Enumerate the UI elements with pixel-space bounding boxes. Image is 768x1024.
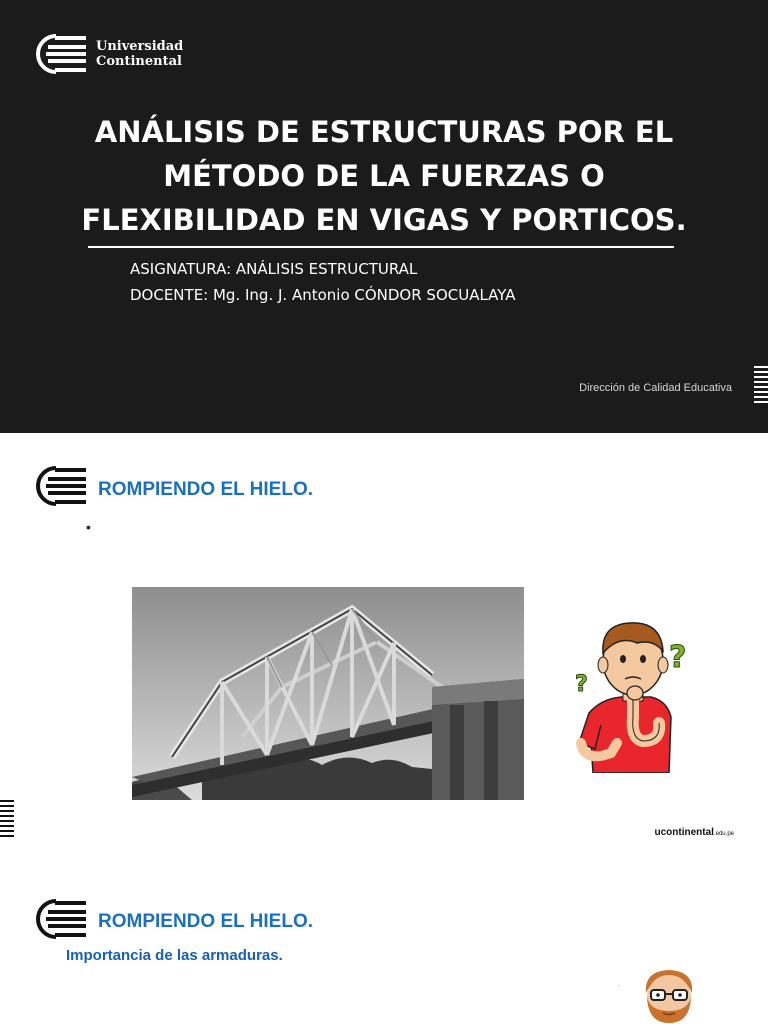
university-logo-small <box>34 466 88 506</box>
continental-logo-icon <box>34 34 88 74</box>
stripe-bars-icon <box>754 366 768 406</box>
university-name-line1: Universidad <box>96 39 184 54</box>
website-suffix: .edu.pe <box>713 831 734 837</box>
thinking-boy-illustration <box>571 613 697 773</box>
stripe-bars-icon <box>0 800 14 840</box>
continental-logo-icon <box>34 899 88 939</box>
slide-title-line1: ANÁLISIS DE ESTRUCTURAS POR EL <box>94 115 674 149</box>
slide-title <box>60 110 708 242</box>
truss-bridge-photo <box>132 587 524 800</box>
university-name-line2: Continental <box>96 54 182 69</box>
university-name <box>96 39 183 69</box>
bullet-point: • <box>86 519 91 535</box>
subject-text: ASIGNATURA: ANÁLISIS ESTRUCTURAL <box>130 260 418 278</box>
title-underline <box>88 246 674 248</box>
slide-title-line3: FLEXIBILIDAD EN VIGAS Y PORTICOS. <box>81 203 687 237</box>
stray-dot: . <box>618 979 621 988</box>
svg-text:?: ? <box>669 640 687 675</box>
university-logo <box>34 34 183 74</box>
teacher-text: DOCENTE: Mg. Ing. J. Antonio CÓNDOR SOCUALAYA <box>130 286 516 304</box>
icebreaker-slide <box>0 433 768 863</box>
title-slide <box>0 0 768 433</box>
importance-slide <box>0 863 768 1024</box>
continental-logo-icon <box>34 466 88 506</box>
university-logo-small <box>34 899 88 939</box>
website-label <box>655 827 734 838</box>
course-info <box>130 256 516 308</box>
footer-text: Dirección de Calidad Educativa <box>579 382 732 394</box>
slide-subheading: Importancia de las armaduras. <box>66 947 283 964</box>
website-main: ucontinental <box>654 827 714 838</box>
slide-heading: ROMPIENDO EL HIELO. <box>98 911 314 932</box>
bearded-man-glasses-icon <box>640 967 698 1024</box>
svg-text:?: ? <box>575 672 588 697</box>
slide-title-line2: MÉTODO DE LA FUERZAS O <box>163 159 605 193</box>
slide-heading: ROMPIENDO EL HIELO. <box>98 479 314 500</box>
